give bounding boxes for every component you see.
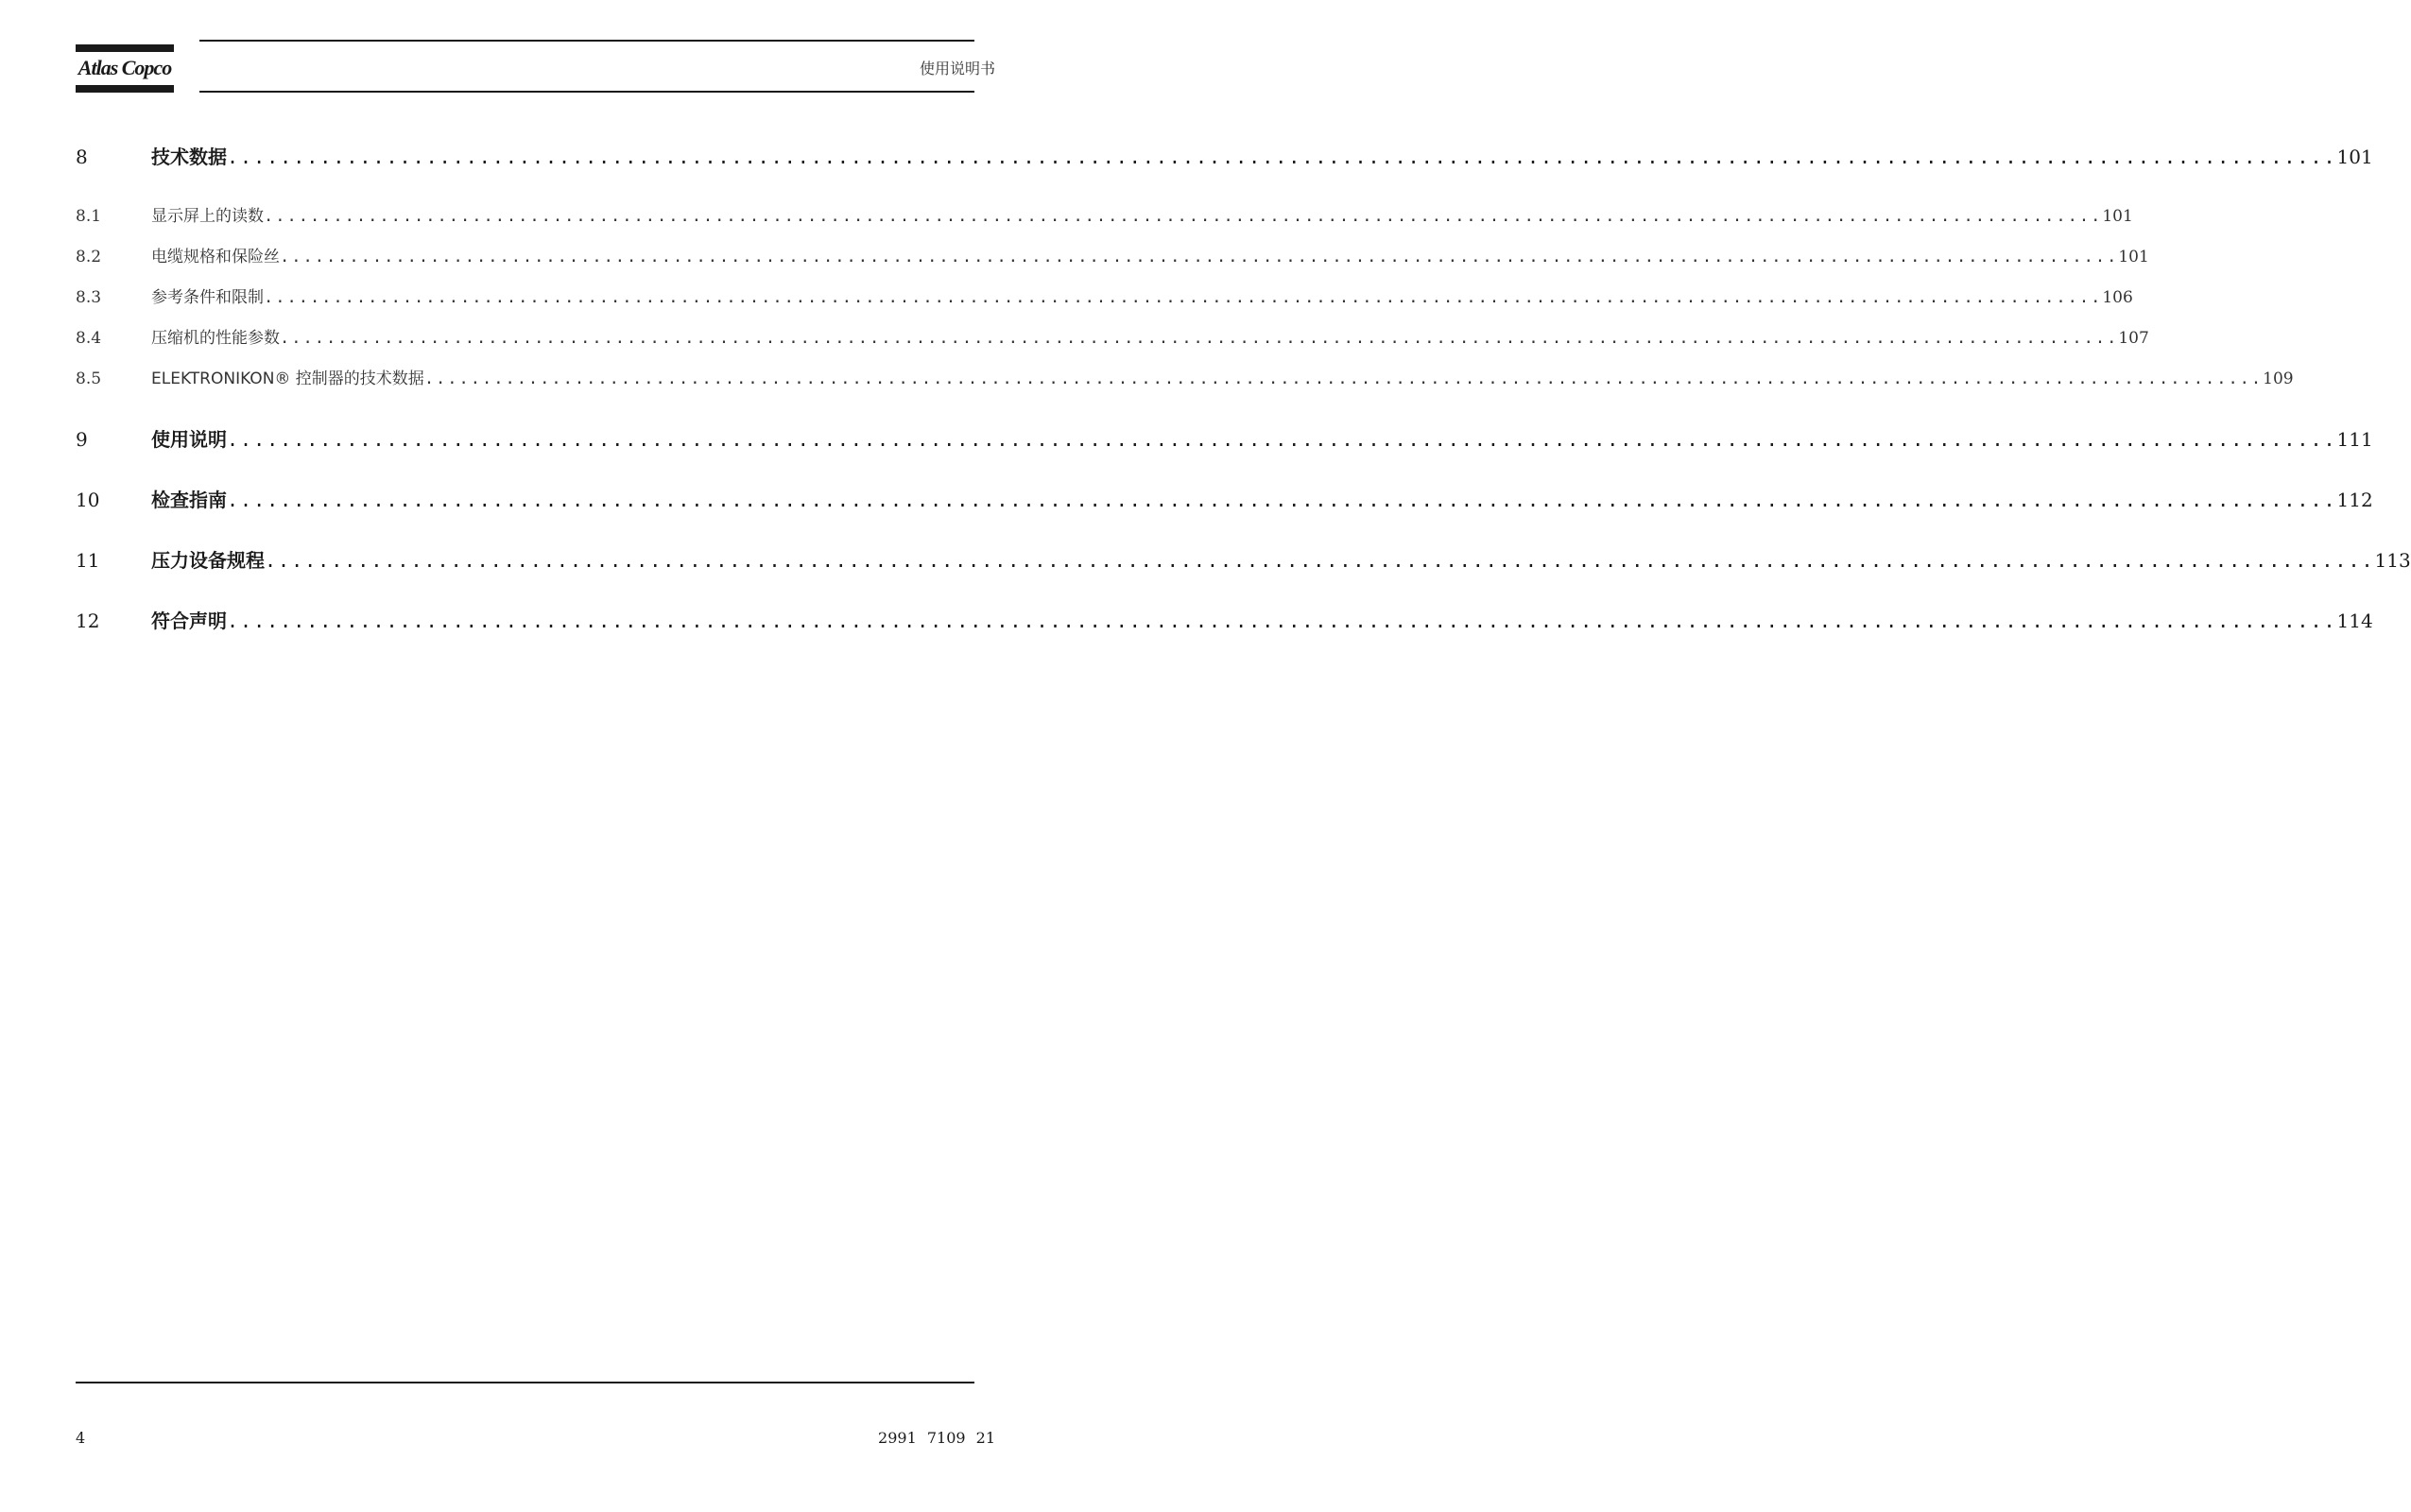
toc-entry-8-2[interactable] (76, 243, 2149, 266)
footer-rule (76, 1382, 974, 1383)
toc-entry-8-4[interactable] (76, 324, 2149, 348)
toc-title: 压缩机的性能参数 (151, 329, 280, 348)
toc-entry-12[interactable] (76, 606, 2373, 633)
header-rule-bottom (199, 91, 974, 93)
toc-title: 检查指南 (151, 489, 227, 511)
toc-page-number: 109 (2263, 369, 2294, 388)
toc-number: 10 (76, 489, 100, 511)
toc-page-number: 101 (2336, 146, 2373, 168)
toc-leader-dots: ............................................................................................................................................................... (227, 489, 2337, 511)
toc-leader-dots: ............................................................................................................................................................... (227, 610, 2337, 632)
toc-leader-dots: ............................................................................................................................................................... (423, 369, 2264, 388)
toc-leader-dots: ............................................................................................................................................................... (280, 248, 2119, 266)
logo-text: Atlas Copco (77, 56, 172, 79)
logo-bar-bottom (76, 85, 174, 93)
toc-entry-9[interactable] (76, 424, 2373, 452)
toc-entry-11[interactable] (76, 545, 2411, 573)
toc-title: 参考条件和限制 (151, 288, 264, 307)
toc-leader-dots: ............................................................................................................................................................... (227, 146, 2337, 168)
toc-number: 8.4 (76, 329, 102, 348)
toc-number: 8.1 (76, 207, 102, 226)
toc-title: 电缆规格和保险丝 (151, 248, 280, 266)
toc-entry-8-3[interactable] (76, 284, 2133, 307)
toc-number: 8.5 (76, 369, 102, 388)
toc-page-number: 107 (2118, 329, 2149, 348)
toc-title: 显示屏上的读数 (151, 207, 264, 226)
toc-page-number: 106 (2102, 288, 2133, 307)
toc-title: 符合声明 (151, 610, 227, 632)
toc-page-number: 114 (2336, 610, 2373, 632)
toc-page-number: 101 (2102, 207, 2133, 226)
toc-leader-dots: ............................................................................................................................................................... (265, 549, 2375, 572)
toc-title: 压力设备规程 (151, 549, 265, 572)
atlas-copco-logo (76, 44, 174, 94)
toc-title: 使用说明 (151, 428, 227, 451)
toc-page-number: 101 (2118, 248, 2149, 266)
logo-bar-top (76, 44, 174, 52)
toc-page-number: 113 (2374, 549, 2411, 572)
toc-number: 11 (76, 549, 100, 572)
toc-leader-dots: ............................................................................................................................................................... (227, 428, 2337, 451)
toc-number: 9 (76, 428, 88, 451)
document-title: 使用说明书 (919, 60, 995, 77)
toc-page-number: 112 (2336, 489, 2373, 511)
toc-title: 技术数据 (151, 146, 227, 168)
toc-leader-dots: ............................................................................................................................................................... (264, 207, 2103, 226)
toc-number: 8.2 (76, 248, 102, 266)
document-number: 2991 7109 21 (878, 1429, 995, 1447)
toc-number: 8.3 (76, 288, 102, 307)
header-rule-top (199, 40, 974, 42)
toc-page-number: 111 (2336, 428, 2373, 451)
toc-leader-dots: ............................................................................................................................................................... (280, 329, 2119, 348)
toc-number: 12 (76, 610, 100, 632)
toc-title: ELEKTRONIKON® 控制器的技术数据 (151, 369, 424, 388)
toc-entry-8-1[interactable] (76, 202, 2133, 226)
toc-entry-10[interactable] (76, 485, 2373, 512)
page-number: 4 (76, 1429, 86, 1447)
toc-entry-8[interactable] (76, 142, 2373, 169)
toc-entry-8-5[interactable] (76, 365, 2294, 388)
toc-leader-dots: ............................................................................................................................................................... (264, 288, 2103, 307)
toc-number: 8 (76, 146, 88, 168)
